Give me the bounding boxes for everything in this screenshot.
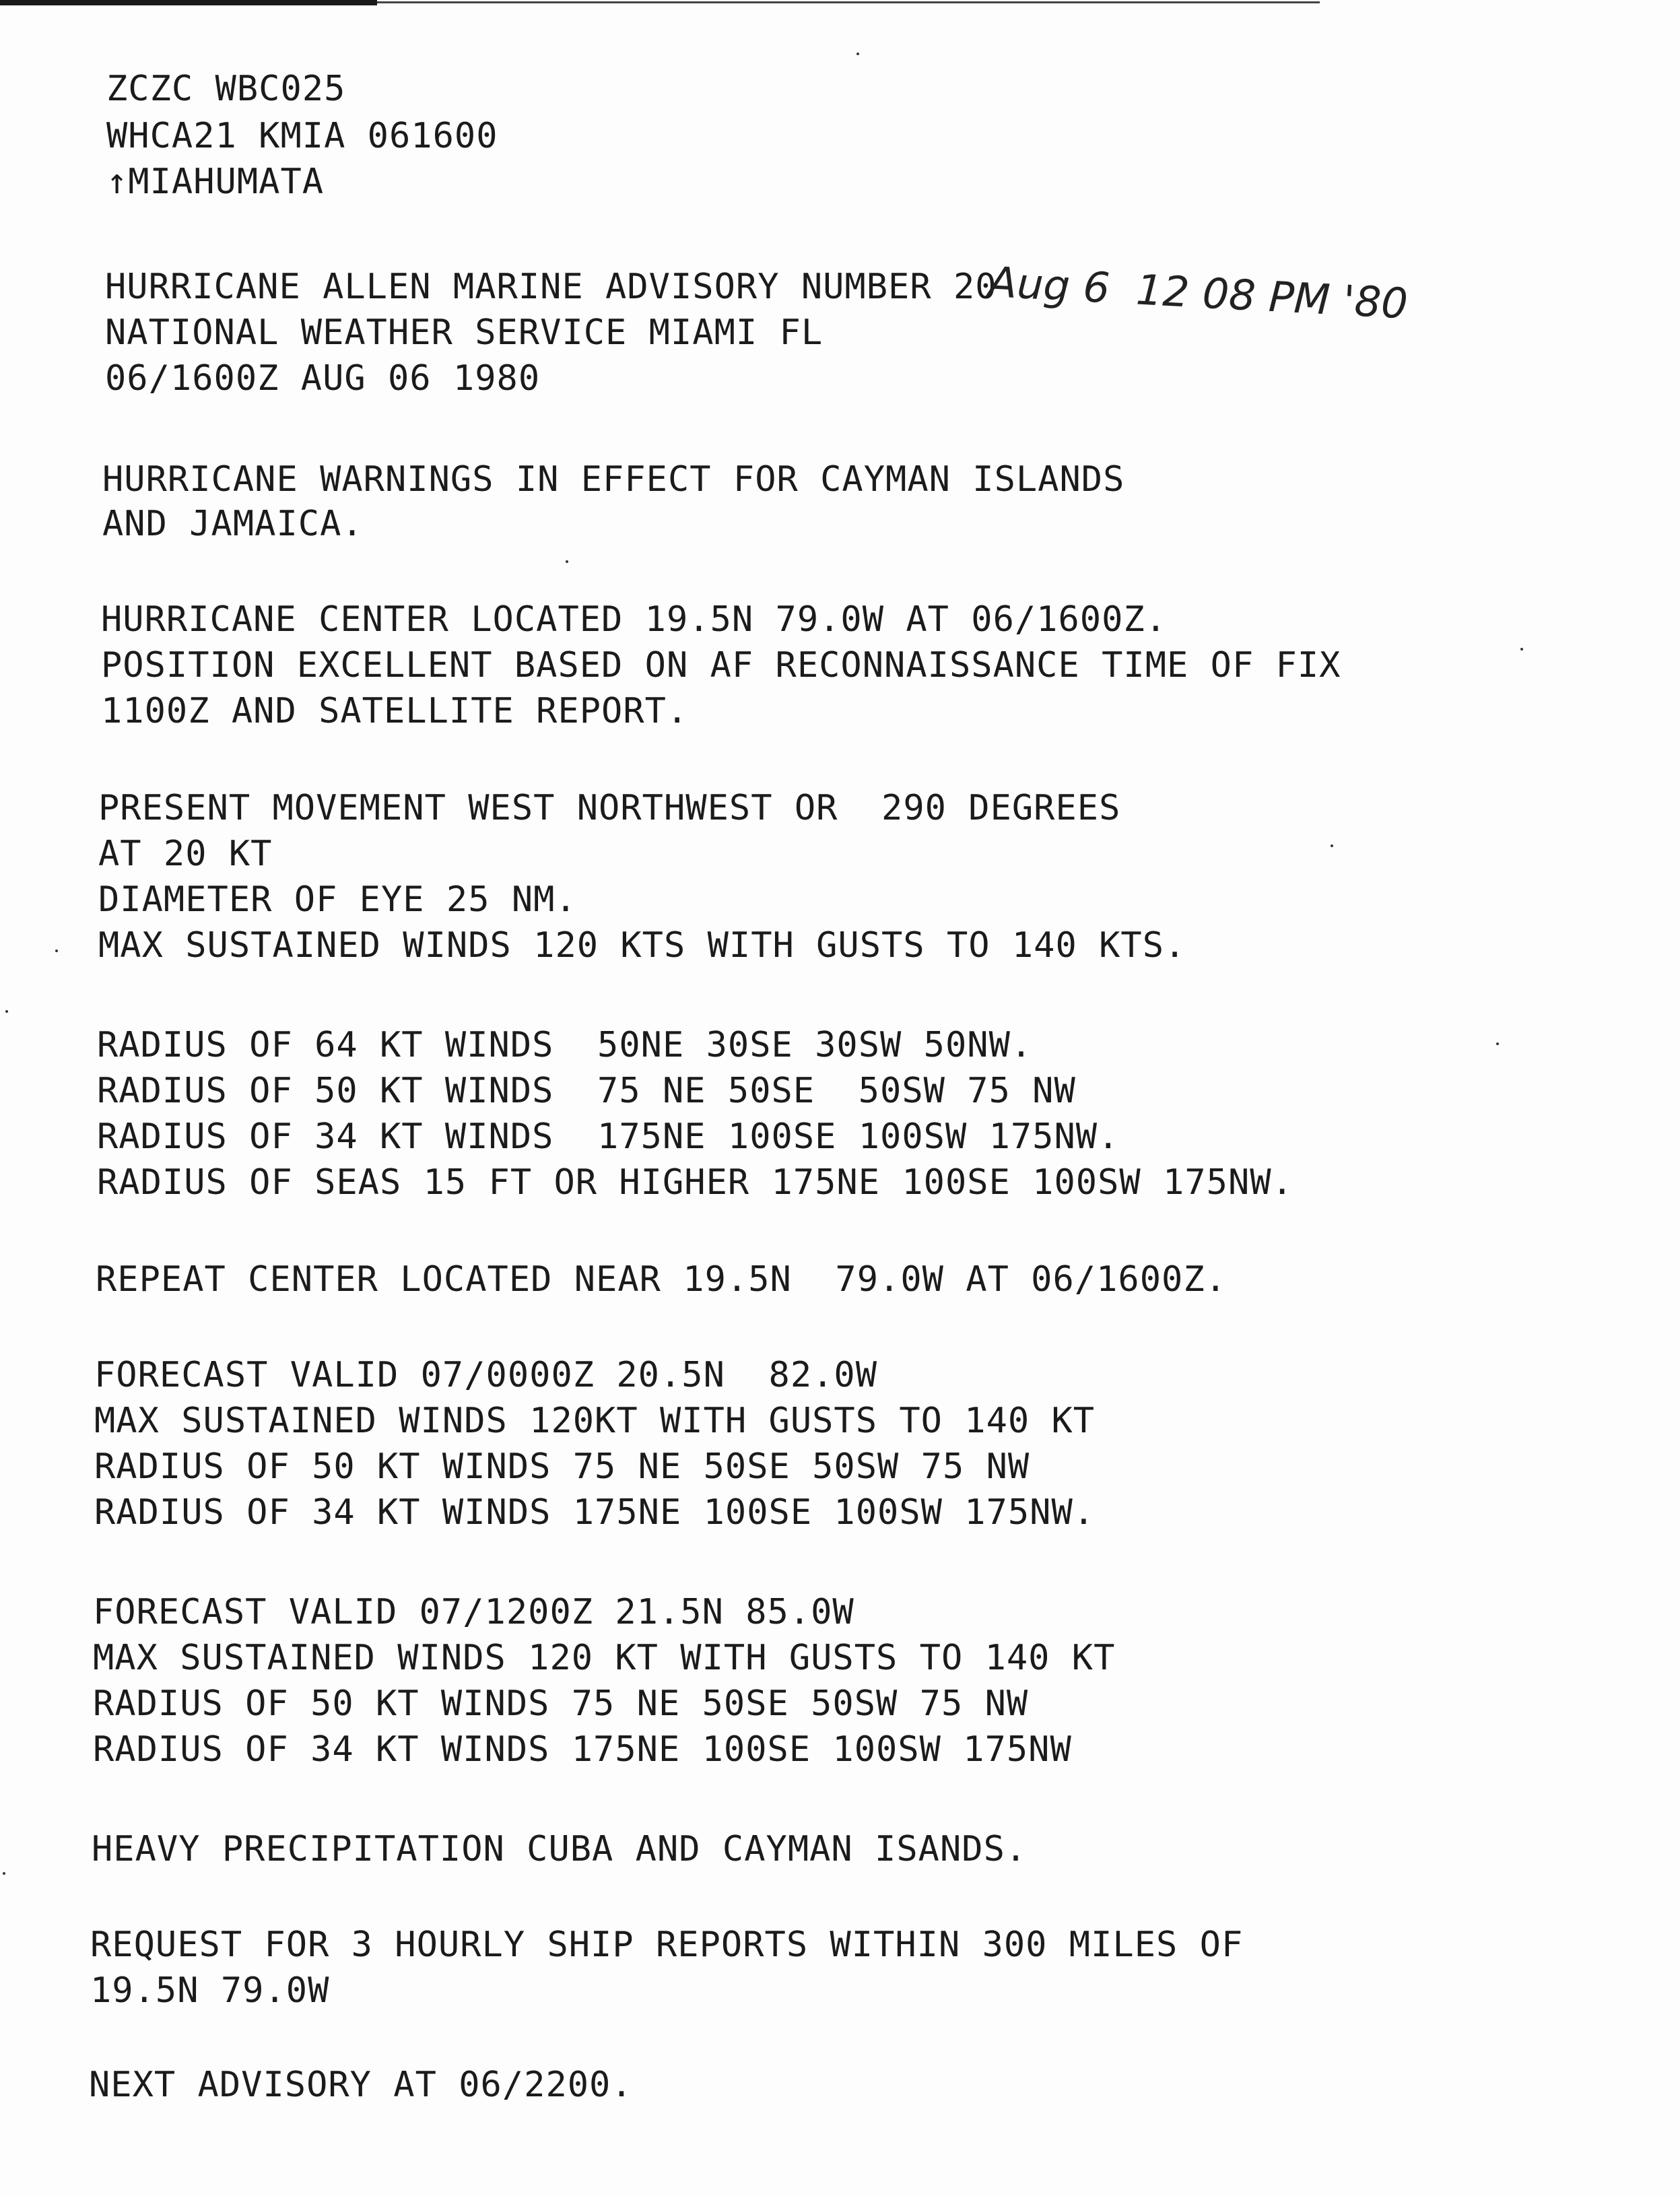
- scan-speck: [3, 1872, 5, 1875]
- scan-top-edge: [0, 0, 377, 5]
- request-line-1: REQUEST FOR 3 HOURLY SHIP REPORTS WITHIN 300 MILES OF: [90, 1925, 1244, 1965]
- radius-34kt-line: RADIUS OF 34 KT WINDS 175NE 100SE 100SW 175NW.: [97, 1117, 1120, 1157]
- scan-speck: [1496, 1042, 1499, 1045]
- forecast-2-line-2: MAX SUSTAINED WINDS 120 KT WITH GUSTS TO 140 KT: [93, 1638, 1116, 1678]
- radius-seas-line: RADIUS OF SEAS 15 FT OR HIGHER 175NE 100SE 100SW 175NW.: [97, 1162, 1293, 1203]
- title-line-1: HURRICANE ALLEN MARINE ADVISORY NUMBER 20: [105, 267, 997, 307]
- forecast-2-line-4: RADIUS OF 34 KT WINDS 175NE 100SE 100SW 175NW: [93, 1729, 1072, 1770]
- scan-speck: [856, 53, 859, 55]
- scan-top-edge-line: [377, 1, 1320, 3]
- forecast-2-line-1: FORECAST VALID 07/1200Z 21.5N 85.0W: [93, 1592, 854, 1632]
- forecast-2-line-3: RADIUS OF 50 KT WINDS 75 NE 50SE 50SW 75 NW: [93, 1684, 1029, 1724]
- scan-speck: [1520, 648, 1523, 651]
- movement-line-2: AT 20 KT: [98, 834, 273, 874]
- center-line-1: HURRICANE CENTER LOCATED 19.5N 79.0W AT 06/1600Z.: [101, 599, 1168, 640]
- scan-speck: [566, 560, 568, 563]
- movement-line-3: DIAMETER OF EYE 25 NM.: [98, 879, 577, 920]
- header-line-1: ZCZC WBC025: [106, 69, 346, 109]
- forecast-1-line-2: MAX SUSTAINED WINDS 120KT WITH GUSTS TO 140 KT: [94, 1401, 1096, 1441]
- request-line-2: 19.5N 79.0W: [90, 1970, 330, 2011]
- scan-speck: [5, 1010, 8, 1013]
- header-line-3: ↑MIAHUMATA: [106, 162, 325, 202]
- radius-64kt-line: RADIUS OF 64 KT WINDS 50NE 30SE 30SW 50NW.: [97, 1025, 1033, 1065]
- movement-line-4: MAX SUSTAINED WINDS 120 KTS WITH GUSTS TO 140 KTS.: [98, 925, 1186, 966]
- movement-line-1: PRESENT MOVEMENT WEST NORTHWEST OR 290 DEGREES: [98, 788, 1121, 828]
- warnings-line-2: AND JAMAICA.: [102, 504, 364, 544]
- warnings-line-1: HURRICANE WARNINGS IN EFFECT FOR CAYMAN ISLANDS: [102, 459, 1125, 500]
- radius-50kt-line: RADIUS OF 50 KT WINDS 75 NE 50SE 50SW 75 NW: [97, 1071, 1076, 1111]
- precipitation-line: HEAVY PRECIPITATION CUBA AND CAYMAN ISANDS.: [92, 1829, 1028, 1869]
- center-line-3: 1100Z AND SATELLITE REPORT.: [101, 691, 689, 731]
- scan-speck: [55, 950, 58, 952]
- center-line-2: POSITION EXCELLENT BASED ON AF RECONNAISSANCE TIME OF FIX: [101, 645, 1341, 686]
- forecast-1-line-4: RADIUS OF 34 KT WINDS 175NE 100SE 100SW 175NW.: [94, 1492, 1096, 1533]
- title-line-3: 06/1600Z AUG 06 1980: [105, 358, 541, 399]
- title-line-2: NATIONAL WEATHER SERVICE MIAMI FL: [105, 312, 824, 353]
- repeat-center-line: REPEAT CENTER LOCATED NEAR 19.5N 79.0W AT 06/1600Z.: [96, 1259, 1227, 1300]
- received-date-stamp: Aug 6 12 08 PM '80: [987, 257, 1409, 329]
- header-line-2: WHCA21 KMIA 061600: [106, 116, 498, 156]
- scan-speck: [1331, 844, 1333, 847]
- forecast-1-line-1: FORECAST VALID 07/0000Z 20.5N 82.0W: [94, 1355, 878, 1395]
- forecast-1-line-3: RADIUS OF 50 KT WINDS 75 NE 50SE 50SW 75 NW: [94, 1446, 1030, 1487]
- next-advisory-line: NEXT ADVISORY AT 06/2200.: [89, 2065, 633, 2105]
